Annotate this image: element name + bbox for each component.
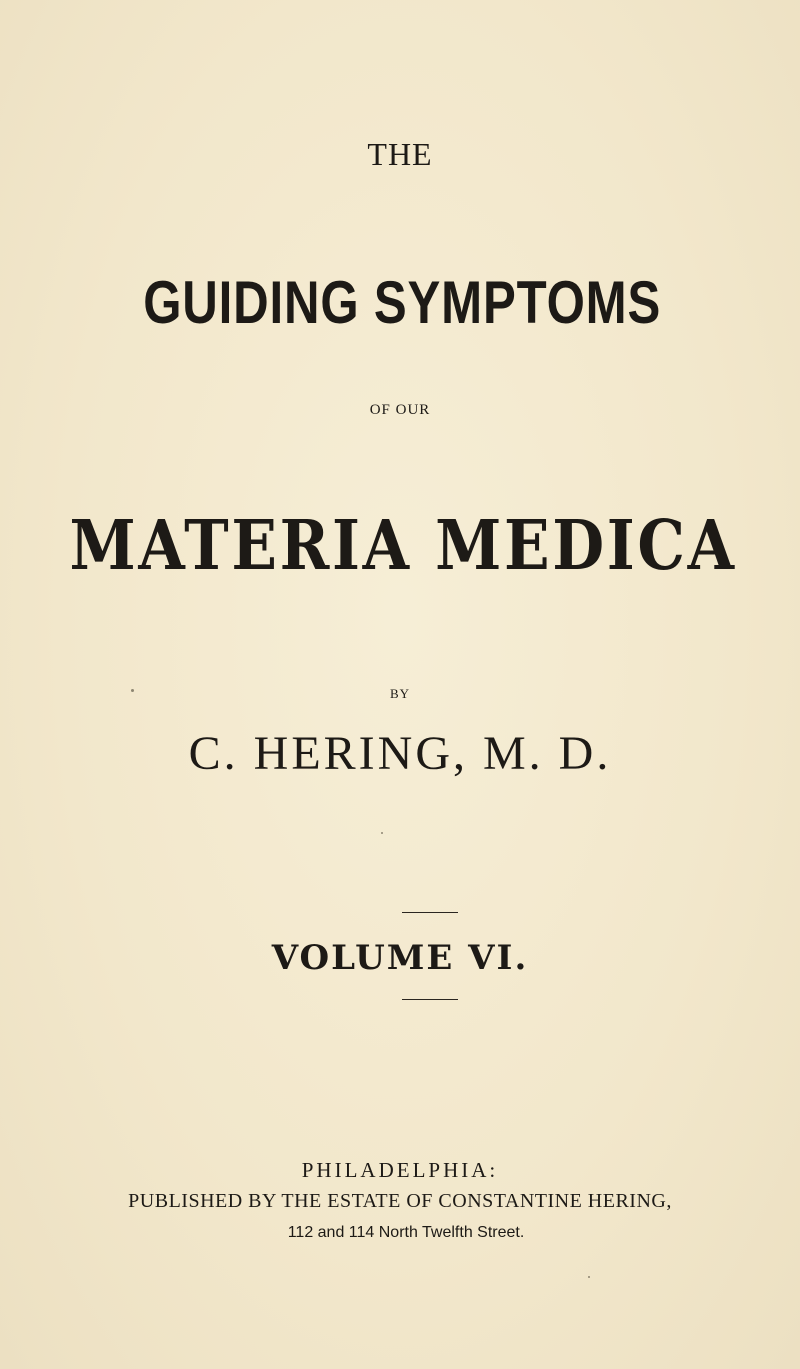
- divider-rule-top: [402, 912, 458, 913]
- volume-number: VOLUME VI.: [271, 938, 529, 978]
- title-line-guiding-symptoms: GUIDING SYMPTOMS: [143, 269, 662, 336]
- divider-rule-bottom: [402, 999, 458, 1000]
- title-connector: OF OUR: [369, 402, 431, 418]
- imprint-publisher: PUBLISHED BY THE ESTATE OF CONSTANTINE HERING,: [128, 1190, 672, 1212]
- imprint-city: PHILADELPHIA:: [301, 1158, 499, 1182]
- byline-label: BY: [389, 686, 411, 701]
- author-name: C. HERING, M. D.: [188, 727, 612, 780]
- title-article: THE: [367, 136, 433, 172]
- paper-speck: [381, 832, 383, 834]
- imprint-address: 112 and 114 North Twelfth Street.: [287, 1224, 525, 1241]
- title-line-materia-medica: MATERIA MEDICA: [69, 506, 737, 586]
- paper-speck: [588, 1276, 590, 1278]
- paper-speck: [131, 689, 134, 692]
